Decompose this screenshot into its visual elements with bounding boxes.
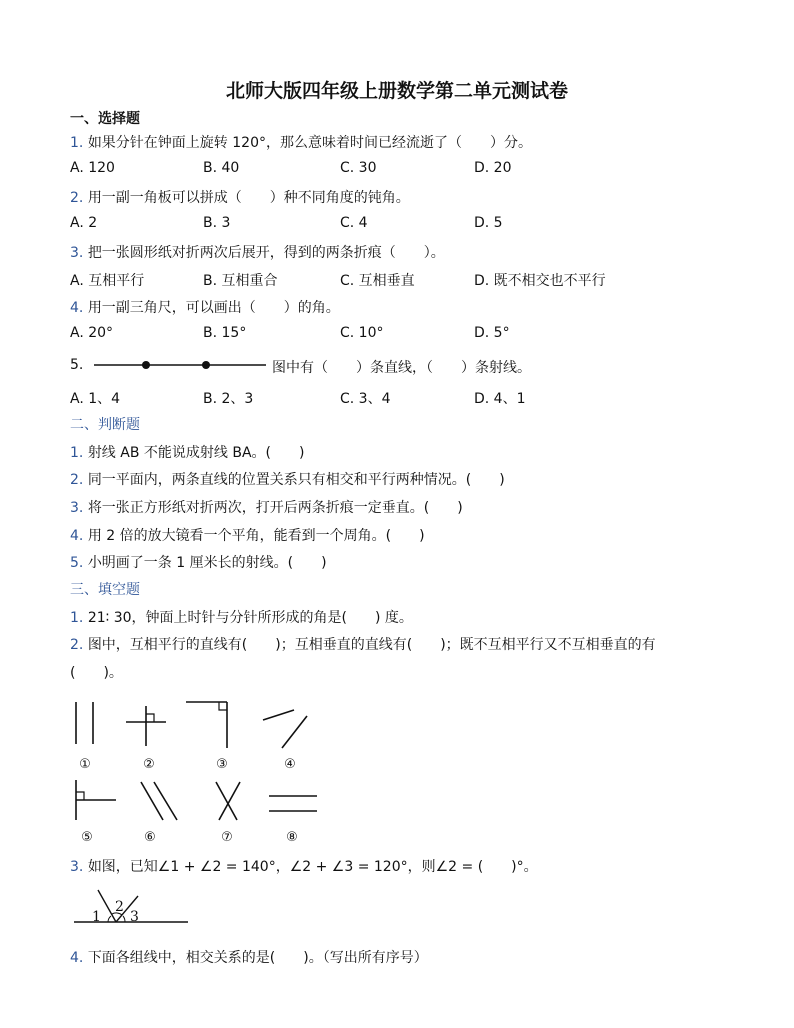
fill-q4 (70, 947, 428, 967)
line-figures-row-2 (60, 776, 330, 828)
option-d[interactable]: D. 5 (474, 215, 503, 231)
question-number: 2. (70, 472, 84, 488)
option-a[interactable]: A. 120 (70, 160, 115, 176)
line-segment-figure (92, 356, 268, 374)
option-a[interactable]: A. 互相平行 (70, 273, 145, 289)
question-number: 3. (70, 500, 84, 516)
right-angle-mark (219, 702, 227, 710)
line-path (282, 716, 307, 748)
fill-q2-continuation: ( )。 (70, 665, 123, 681)
option-a[interactable]: A. 1、4 (70, 391, 121, 407)
option-b[interactable]: B. 40 (203, 160, 240, 176)
judge-q1 (70, 442, 304, 462)
choice-q4 (70, 297, 340, 317)
figure-label: ② (143, 757, 155, 772)
question-text: 下面各组线中，相交关系的是( )。（写出所有序号） (87, 950, 428, 966)
figure-label: ⑤ (81, 830, 93, 845)
question-text: 如图，已知∠1 + ∠2 = 140°，∠2 + ∠3 = 120°，则∠2 = ( )°。 (87, 859, 538, 875)
line-path (141, 782, 163, 820)
angle-figure (70, 884, 192, 928)
option-c[interactable]: C. 3、4 (340, 391, 391, 407)
section-judge-heading: 二、判断题 (70, 417, 140, 433)
judge-q5 (70, 552, 327, 572)
angle-arc (108, 916, 111, 922)
judge-q3 (70, 497, 463, 517)
option-b[interactable]: B. 2、3 (203, 391, 254, 407)
question-text: 把一张圆形纸对折两次后展开，得到的两条折痕（ ）。 (87, 245, 445, 261)
option-d[interactable]: D. 既不相交也不平行 (474, 273, 606, 289)
judge-q4 (70, 525, 425, 545)
option-b[interactable]: B. 3 (203, 215, 231, 231)
section-fill-heading: 三、填空题 (70, 582, 140, 598)
line-figures-row-1 (60, 696, 330, 754)
right-angle-mark (76, 792, 84, 800)
fill-q3 (70, 856, 538, 876)
figure-label: ④ (284, 757, 296, 772)
question-text: 射线 AB 不能说成射线 BA。( ) (87, 445, 305, 461)
question-number: 4. (70, 300, 84, 316)
angle-label: 1 (92, 909, 101, 925)
angle-label: 3 (130, 909, 139, 925)
option-d[interactable]: D. 4、1 (474, 391, 526, 407)
question-number: 5. (70, 555, 84, 571)
choice-q5-number: 5. (70, 357, 84, 373)
question-number: 4. (70, 950, 84, 966)
judge-q2 (70, 469, 505, 489)
option-b[interactable]: B. 15° (203, 325, 247, 341)
question-number: 2. (70, 190, 84, 206)
line-path (219, 782, 240, 820)
question-number: 1. (70, 610, 84, 626)
question-number: 1. (70, 135, 84, 151)
figure-label: ⑦ (221, 830, 233, 845)
question-number: 3. (70, 859, 84, 875)
option-a[interactable]: A. 2 (70, 215, 98, 231)
question-text: 用 2 倍的放大镜看一个平角，能看到一个周角。( ) (87, 528, 425, 544)
fill-q2 (70, 634, 656, 654)
option-d[interactable]: D. 5° (474, 325, 510, 341)
option-a[interactable]: A. 20° (70, 325, 114, 341)
option-b[interactable]: B. 互相重合 (203, 273, 278, 289)
question-text: 21∶ 30，钟面上时针与分针所形成的角是( ) 度。 (87, 610, 413, 626)
page-title: 北师大版四年级上册数学第二单元测试卷 (225, 80, 568, 102)
option-d[interactable]: D. 20 (474, 160, 512, 176)
figure-label: ⑧ (286, 830, 298, 845)
question-text: 图中，互相平行的直线有( )；互相垂直的直线有( )；既不互相平行又不互相垂直的有 (87, 637, 656, 653)
question-text: 小明画了一条 1 厘米长的射线。( ) (87, 555, 327, 571)
question-number: 2. (70, 637, 84, 653)
question-number: 4. (70, 528, 84, 544)
question-text: 用一副一角板可以拼成（ ）种不同角度的钝角。 (87, 190, 410, 206)
option-c[interactable]: C. 互相垂直 (340, 273, 415, 289)
figure-label: ③ (216, 757, 228, 772)
option-c[interactable]: C. 30 (340, 160, 377, 176)
angle-arc (123, 916, 125, 922)
question-text: 如果分针在钟面上旋转 120°，那么意味着时间已经流逝了（ ）分。 (87, 135, 532, 151)
section-choice-heading: 一、选择题 (70, 111, 140, 127)
question-number: 3. (70, 245, 84, 261)
choice-q5-text: 图中有（ ）条直线，（ ）条射线。 (272, 360, 531, 376)
question-text: 同一平面内，两条直线的位置关系只有相交和平行两种情况。( ) (87, 472, 505, 488)
line-path (263, 710, 294, 720)
figure-label: ⑥ (144, 830, 156, 845)
line-path (154, 782, 177, 820)
choice-q1 (70, 132, 532, 152)
point-dot (202, 361, 210, 369)
line-path (216, 782, 237, 820)
fill-q1 (70, 607, 413, 627)
option-c[interactable]: C. 10° (340, 325, 384, 341)
figure-label: ① (79, 757, 91, 772)
option-c[interactable]: C. 4 (340, 215, 368, 231)
question-number: 1. (70, 445, 84, 461)
choice-q2 (70, 187, 410, 207)
question-text: 用一副三角尺，可以画出（ ）的角。 (87, 300, 340, 316)
choice-q3 (70, 242, 445, 262)
angle-label: 2 (115, 899, 124, 915)
point-dot (142, 361, 150, 369)
question-text: 将一张正方形纸对折两次，打开后两条折痕一定垂直。( ) (87, 500, 463, 516)
right-angle-mark (146, 714, 154, 722)
